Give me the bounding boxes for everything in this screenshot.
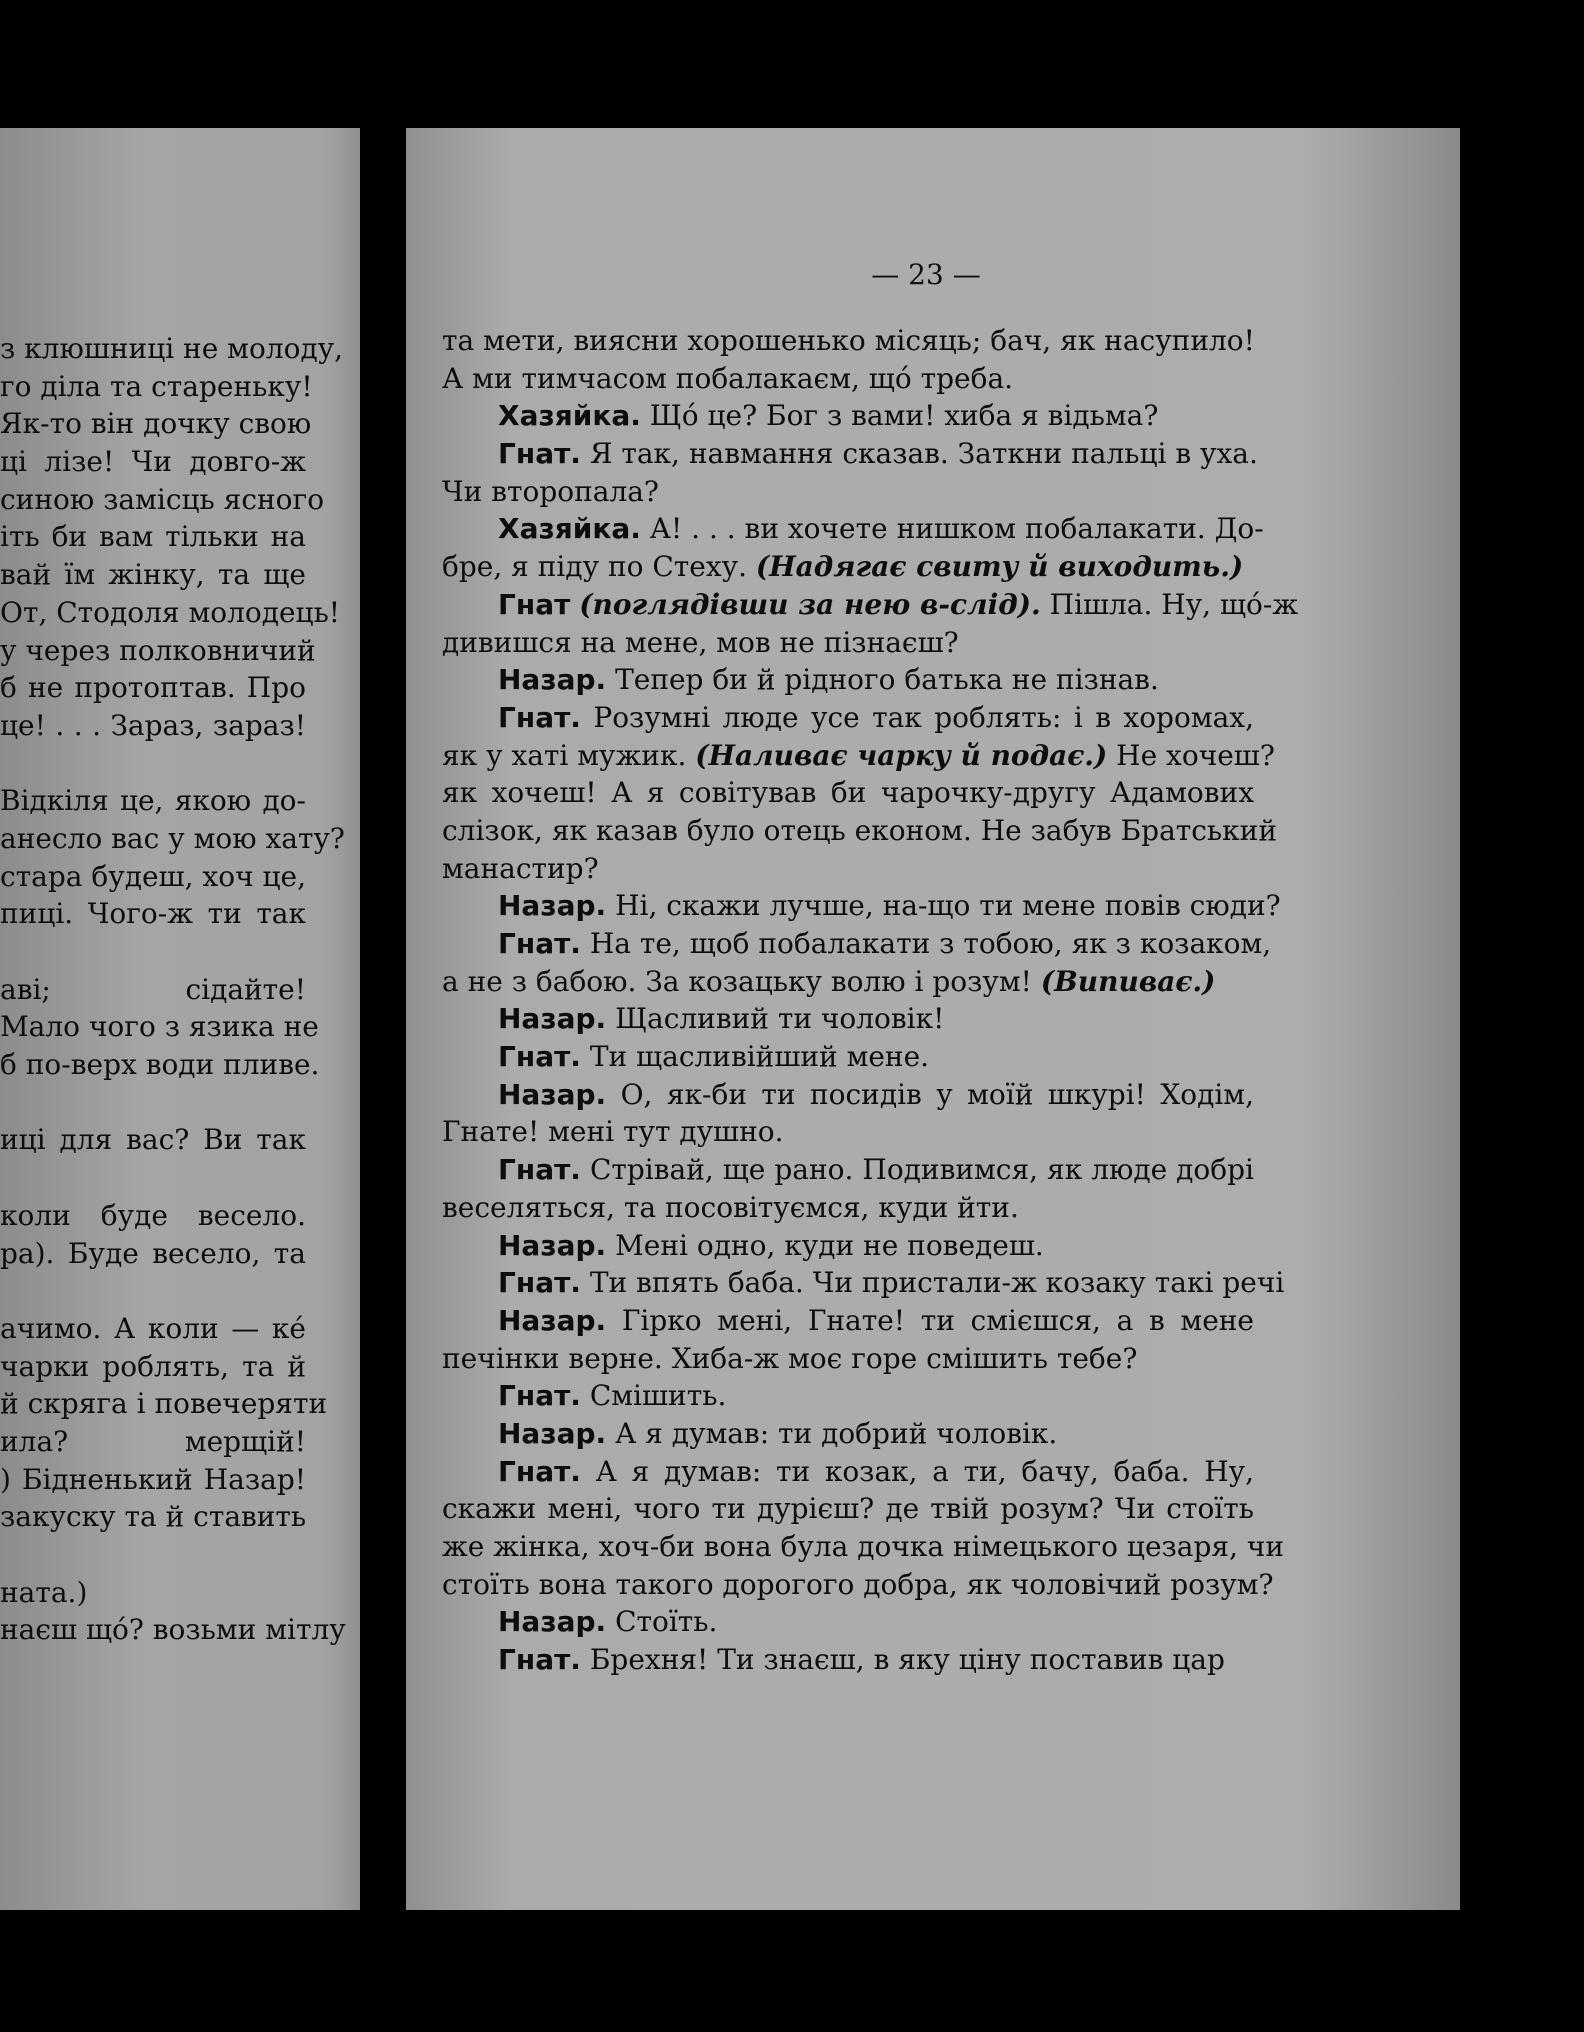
speaker-name: Хазяйка. [498,512,641,546]
line-text: Ти щасливійший мене. [580,1040,930,1074]
text-line [0,1536,306,1574]
line-text: Гнате! мені тут душно. [442,1115,784,1149]
text-line: ра). Буде весело, та [0,1236,306,1270]
line-text: дивишся на мене, мов не пізнаєш? [442,625,959,659]
line-text: Стрівай, ще рано. Подивимся, як люде добрі [580,1153,1254,1187]
line-text: Мені одно, куди не поведеш. [606,1228,1044,1262]
line-text: стоїть вона такого дорогого добра, як чоловічий розум? [442,1567,1274,1601]
text-line [442,1415,1254,1453]
text-line: Як-то він дочку свою [0,407,312,441]
stage-direction: (поглядівши за нею в-слід). [579,587,1041,621]
line-text: Ти впять баба. Чи пристали-ж козаку такі речі [580,1266,1285,1300]
line-text: А ми тимчасом побалакаєм, щó треба. [442,361,1014,395]
line-text: О, як-би ти посидів у моїй шкурі! Ходім, [606,1077,1254,1111]
text-line [442,1603,1254,1641]
text-line [442,737,1275,775]
text-line [442,699,1254,737]
text-line [442,1528,1285,1566]
line-text: Розумні люде усе так роблять: і в хоромах, [580,700,1254,734]
text-line: От, Стодоля молодець! [0,595,341,629]
line-text: Стоїть. [606,1605,718,1639]
text-line: закуску та й ставить [0,1500,307,1534]
speaker-name: Гнат. [498,1153,581,1187]
text-line: ці лізе! Чи довго-ж [0,445,306,479]
line-text: скажи мені, чого ти дурієш? де твій розум? Чи стоїть [442,1492,1254,1526]
text-line [442,850,1254,888]
text-line [442,925,1272,963]
text-line [442,586,1299,624]
text-line [442,1264,1285,1302]
line-text: бре, я піду по Стеху. [442,550,756,584]
speaker-name: Гнат. [498,1643,581,1677]
line-text: Чи второпала? [442,474,659,508]
text-line [442,1076,1254,1114]
speaker-name: Гнат. [498,437,581,471]
speaker-name: Назар. [498,1605,607,1639]
text-line: анесло вас у мою хату? [0,821,345,855]
line-text: Пішла. Ну, щó-ж [1040,587,1299,621]
speaker-name: Назар. [498,663,607,697]
line-text: манастир? [442,851,599,885]
text-line [0,1159,306,1197]
text-line: й скряга і повечеряти [0,1387,328,1421]
line-text: та мети, виясни хорошенько місяць; бач, як насупило! [442,324,1255,357]
line-text: же жінка, хоч-би вона була дочка німецького цезаря, чи [442,1530,1285,1563]
line-text: Не хочеш? [1107,738,1275,772]
line-text: Брехня! Ти знаєш, в яку ціну поставив цар [580,1643,1225,1677]
speaker-name: Гнат. [498,1379,581,1413]
text-line [442,812,1277,850]
stage-direction: (Наливає чарку й подає.) [695,738,1108,772]
text-line [442,774,1254,812]
speaker-name: Гнат. [498,700,581,734]
line-text: Смішить. [580,1379,727,1413]
line-text [570,588,579,621]
text-line: синою замісць ясного [0,482,325,516]
text-line [442,624,1254,662]
text-line [442,1000,1254,1038]
line-text: Щó це? Бог з вами! хиба я відьма? [640,399,1159,433]
text-line [442,963,1254,1001]
text-line [442,1566,1274,1604]
line-text: Ні, скажи лучше, на-що ти мене повів сюди? [606,889,1281,923]
text-line [442,1302,1254,1340]
speaker-name: Гнат. [498,1454,581,1488]
text-line: ачимо. А коли — кé [0,1311,306,1345]
speaker-name: Назар. [498,1303,607,1337]
stage-direction: (Випиває.) [1040,964,1216,998]
text-line: Мало чого з язика не [0,1010,319,1044]
line-text: Я так, навмання сказав. Заткни пальці в уха. [580,437,1258,471]
text-line: б не протоптав. Про [0,671,306,705]
line-text: веселяться, та посовітуємся, куди йти. [442,1190,1019,1224]
text-line: вай їм жінку, та ще [0,558,306,592]
text-line [442,1038,1254,1076]
text-line: б по-верх води пливе. [0,1048,320,1082]
line-text: як у хаті мужик. [442,738,696,772]
text-line [442,397,1254,435]
text-line [0,1272,306,1310]
left-page-text [0,330,346,1649]
text-line: з клюшниці не молоду, [0,332,344,365]
line-text: На те, щоб побалакати з тобою, як з козаком, [580,927,1272,960]
text-line [442,322,1254,360]
speaker-name: Назар. [498,1077,607,1111]
text-line [442,1340,1254,1378]
text-line: го діла та стареньку! [0,369,313,403]
text-line: аві; сідайте! [0,972,306,1006]
line-text: Тепер би й рідного батька не пізнав. [606,663,1159,697]
line-text: слізок, як казав було отець економ. Не забув Братський [442,813,1277,847]
left-page [0,128,360,1910]
text-line [442,1151,1254,1189]
line-text: А! . . . ви хочете нишком побалакати. До- [640,512,1264,546]
text-line [442,510,1264,548]
text-line: пиці. Чого-ж ти так [0,897,306,931]
text-line [442,1189,1254,1227]
speaker-name: Хазяйка. [498,399,641,433]
text-line [442,1490,1254,1528]
right-page [406,128,1460,1910]
text-line [442,1641,1254,1679]
line-text: Щасливий ти чоловік! [606,1002,945,1036]
right-page-text [442,322,1299,1679]
text-line [442,360,1254,398]
speaker-name: Назар. [498,889,607,923]
line-text: А я думав: ти добрий чоловік. [606,1416,1058,1450]
text-line [442,473,1254,511]
line-text: печінки верне. Хиба-ж моє горе смішить тебе? [442,1341,1138,1375]
speaker-name: Назар. [498,1416,607,1450]
text-line [0,745,306,783]
text-line: чарки роблять, та й [0,1349,306,1383]
text-line: це! . . . Зараз, зараз! [0,708,306,742]
text-line: наєш щó? возьми мітлу [0,1613,346,1647]
text-line [442,435,1258,473]
text-line: у через полковничий [0,633,316,667]
speaker-name: Назар. [498,1002,607,1036]
stage-direction: (Надягає свиту й виходить.) [755,550,1244,584]
speaker-name: Гнат. [498,927,581,960]
text-line: коли буде весело. [0,1198,306,1232]
page-number: — 23 — [871,258,981,291]
text-line: ила? мерщій! [0,1424,306,1458]
text-line: ) Бідненький Назар! [0,1462,306,1496]
text-line [442,661,1254,699]
text-line: ната.) [0,1575,88,1609]
text-line [0,1084,306,1122]
text-line [0,933,306,971]
text-line [442,1453,1254,1491]
speaker-name: Назар. [498,1228,607,1262]
text-line [442,1227,1254,1265]
speaker-name: Гнат. [498,1266,581,1300]
line-text: Гірко мені, Гнате! ти смієшся, а в мене [606,1303,1254,1337]
speaker-name: Гнат [498,587,571,621]
text-line: іть би вам тільки на [0,520,306,554]
text-line: стара будеш, хоч це, [0,859,306,893]
text-line: Відкіля це, якою до- [0,784,306,818]
text-line [442,887,1281,925]
line-text: як хочеш! А я совітував би чарочку-другу Адамових [442,776,1254,810]
text-line: иці для вас? Ви так [0,1123,306,1157]
speaker-name: Гнат. [498,1040,581,1074]
text-line [442,1113,1254,1151]
line-text: а не з бабою. За козацьку волю і розум! [442,964,1041,998]
text-line [442,548,1254,586]
line-text: А я думав: ти козак, а ти, бачу, баба. Ну, [580,1454,1254,1488]
text-line [442,1377,1254,1415]
